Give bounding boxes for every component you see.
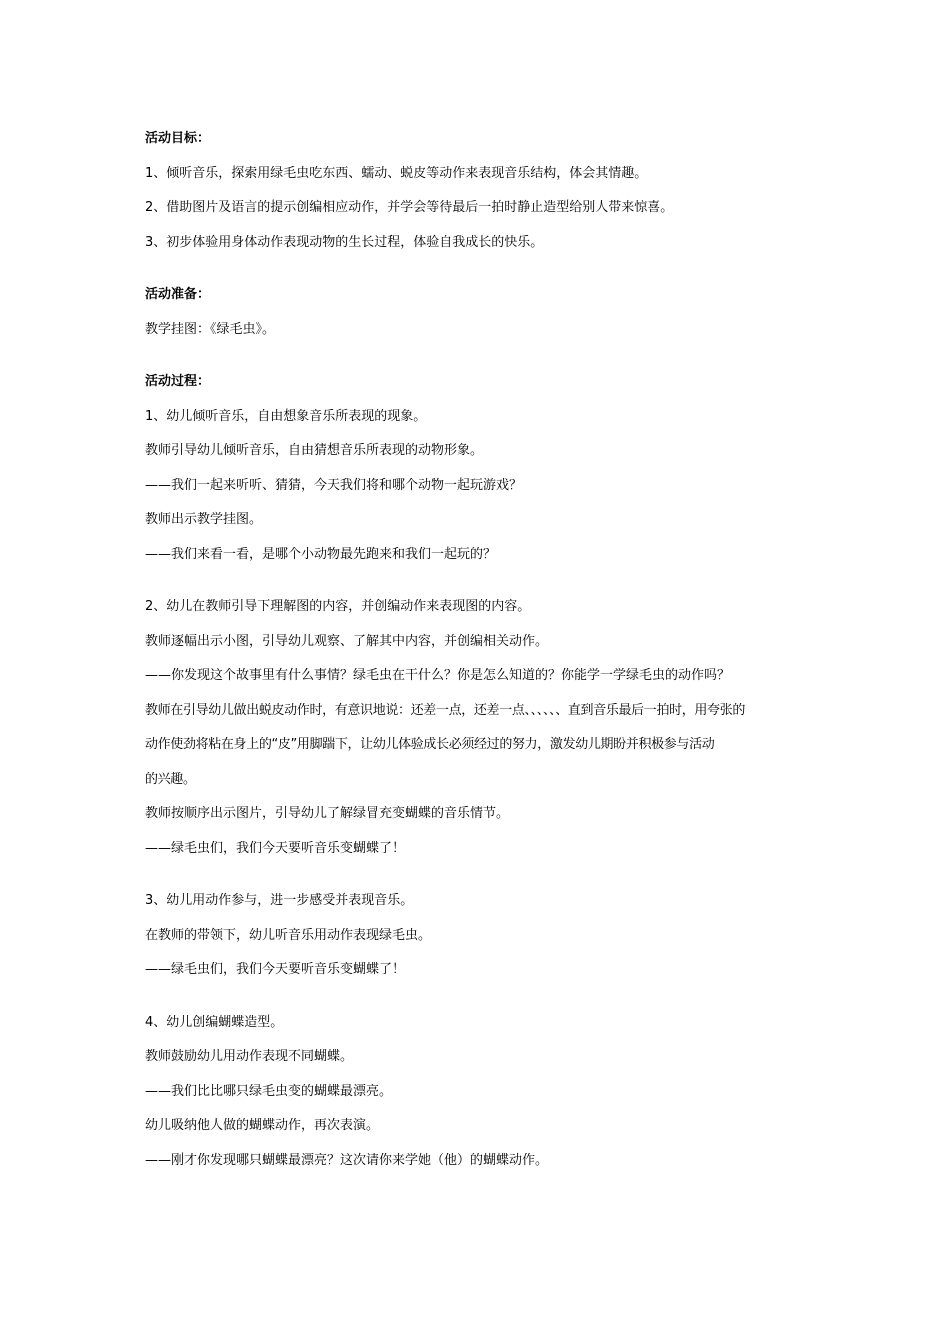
section-gap (145, 260, 825, 278)
step3-title: 3、幼儿用动作参与，进一步感受并表现音乐。 (145, 893, 414, 908)
step4-line: 幼儿吸纳他人做的蝴蝶动作，再次表演。 (145, 1118, 380, 1133)
section-gap (145, 347, 825, 365)
goal-item: 3、初步体验用身体动作表现动物的生长过程，体验自我成长的快乐。 (145, 234, 544, 250)
goal-item: 2、借助图片及语言的提示创编相应动作，并学会等待最后一拍时静止造型给别人带来惊喜。 (145, 200, 674, 215)
step1-line: ——我们一起来听听、猜猜，今天我们将和哪个动物一起玩游戏？ (145, 477, 523, 493)
step4-line: ——刚才你发现哪只蝴蝶最漂亮？这次请你来学她（他）的蝴蝶动作。 (145, 1152, 549, 1168)
step2-line: 教师按顺序出示图片，引导幼儿了解绿冒充变蝴蝶的音乐情节。 (145, 806, 510, 821)
step2-paragraph-line: 的兴趣。 (145, 771, 196, 787)
preparation-heading: 活动准备： (145, 287, 211, 302)
section-gap (145, 866, 825, 884)
step2-line: ——你发现这个故事里有什么事情？绿毛虫在干什么？你是怎么知道的？你能学一学绿毛虫的动作吗？ (145, 668, 731, 683)
goals-heading: 活动目标： (145, 131, 211, 146)
process-heading: 活动过程： (145, 374, 211, 389)
step1-title: 1、幼儿倾听音乐，自由想象音乐所表现的现象。 (145, 408, 427, 424)
step4-title: 4、幼儿创编蝴蝶造型。 (145, 1014, 284, 1030)
section-gap (145, 572, 825, 590)
document-body (145, 122, 825, 1178)
step4-line: ——我们比比哪只绿毛虫变的蝴蝶最漂亮。 (145, 1083, 393, 1099)
step4-line: 教师鼓励幼儿用动作表现不同蝴蝶。 (145, 1049, 354, 1064)
goal-item: 1、倾听音乐，探索用绿毛虫吃东西、蠕动、蜕皮等动作来表现音乐结构，体会其情趣。 (145, 165, 648, 181)
step3-line: ——绿毛虫们，我们今天要听音乐变蝴蝶了！ (145, 962, 406, 977)
preparation-text: 教学挂图：《绿毛虫》。 (145, 321, 276, 337)
step2-line: 教师逐幅出示小图，引导幼儿观察、了解其中内容，并创编相关动作。 (145, 633, 549, 649)
step2-paragraph-line: 教师在引导幼儿做出蜕皮动作时，有意识地说：还差一点，还差一点、、、、、、直到音乐最后一拍时，用夸张的 (145, 702, 746, 718)
step3-line: 在教师的带领下，幼儿听音乐用动作表现绿毛虫。 (145, 927, 432, 943)
step1-line: ——我们来看一看，是哪个小动物最先跑来和我们一起玩的？ (145, 546, 497, 562)
section-gap (145, 988, 825, 1006)
step2-paragraph-line: 动作使劲将粘在身上的“皮”用脚踹下，让幼儿体验成长必须经过的努力，激发幼儿期盼并积极参与活动 (145, 737, 715, 752)
step1-line: 教师引导幼儿倾听音乐，自由猜想音乐所表现的动物形象。 (145, 443, 484, 458)
step2-title: 2、幼儿在教师引导下理解图的内容，并创编动作来表现图的内容。 (145, 599, 531, 614)
step2-line: ——绿毛虫们，我们今天要听音乐变蝴蝶了！ (145, 840, 406, 856)
step1-line: 教师出示教学挂图。 (145, 512, 263, 527)
